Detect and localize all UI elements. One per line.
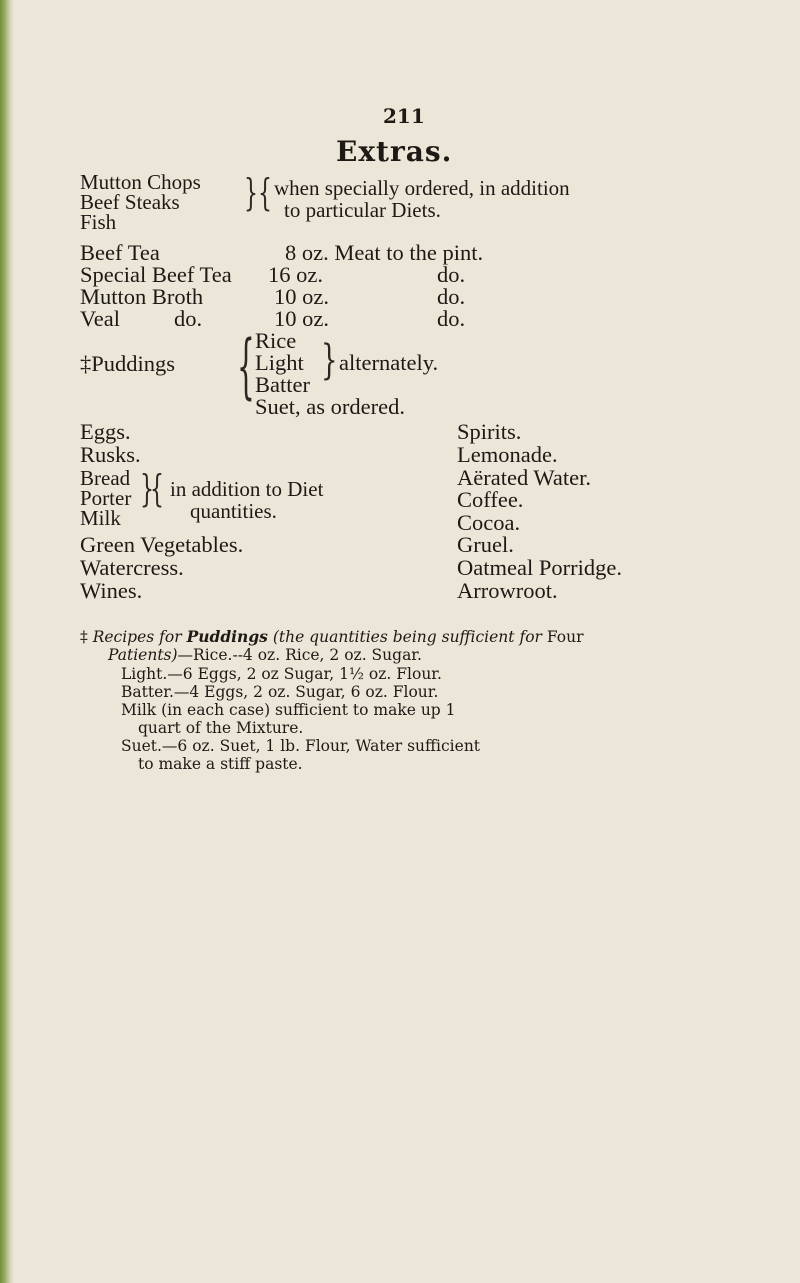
footnote-milk-2: quart of the Mixture.: [138, 719, 304, 737]
extras-item: Fish: [80, 210, 117, 234]
extras-item: Beef Steaks: [80, 190, 180, 214]
beef-tea-name: Beef Tea: [80, 240, 160, 265]
left-item-porter: Porter: [80, 486, 132, 510]
footnote-light: Light.—6 Eggs, 2 oz Sugar, 1½ oz. Flour.: [121, 665, 442, 683]
left-item-green-vegetables: Green Vegetables.: [80, 532, 244, 557]
veal-name: Veal: [80, 306, 120, 331]
left-item-rusks: Rusks.: [80, 442, 141, 467]
veal-ditto-2: do.: [437, 306, 466, 331]
mutton-broth-ditto: do.: [437, 284, 466, 309]
page-title: Extras.: [336, 135, 453, 168]
footnote-milk-1: Milk (in each case) sufficient to make up 1: [121, 701, 456, 719]
footnote-line-2: [108, 646, 422, 664]
footnote-quantities: (the quantities being sufficient for: [272, 628, 542, 646]
left-item-watercress: Watercress.: [80, 555, 184, 580]
pudding-light: Light: [255, 350, 304, 375]
footnote-batter: Batter.—4 Eggs, 2 oz. Sugar, 6 oz. Flour.: [121, 683, 439, 701]
brace-left: {: [237, 325, 255, 408]
footnote-patients: Patients): [108, 646, 178, 664]
brace-left: {: [150, 469, 164, 512]
footnote-four: Four: [546, 628, 584, 646]
footnote-suet-1: Suet.—6 oz. Suet, 1 lb. Flour, Water sufficient: [121, 737, 481, 755]
brace-right: }: [140, 469, 154, 512]
extras-note-line1: when specially ordered, in addition: [274, 176, 570, 200]
extras-note-line2: to particular Diets.: [284, 198, 441, 222]
special-beef-tea-quantity: 16 oz.: [268, 262, 323, 287]
left-item-wines: Wines.: [80, 578, 143, 603]
page-binding-edge: [0, 0, 14, 1283]
right-item: Oatmeal Porridge.: [457, 555, 622, 580]
pudding-batter: Batter: [255, 372, 310, 397]
right-item: Arrowroot.: [457, 578, 558, 603]
right-item: Cocoa.: [457, 510, 521, 535]
right-item: Coffee.: [457, 487, 524, 512]
footnote-line-1: [80, 628, 584, 646]
left-item-bread: Bread: [80, 466, 131, 490]
beef-tea-quantity: 8 oz. Meat to the pint.: [285, 240, 484, 265]
veal-ditto-1: do.: [174, 306, 203, 331]
brace-right: }: [244, 173, 258, 216]
mutton-broth-quantity: 10 oz.: [274, 284, 329, 309]
pudding-suet: Suet, as ordered.: [255, 394, 405, 419]
footnote-rice-recipe: —Rice.--4 oz. Rice, 2 oz. Sugar.: [177, 646, 422, 664]
left-item-milk: Milk: [80, 506, 121, 530]
right-item: Spirits.: [457, 419, 522, 444]
right-item: Lemonade.: [457, 442, 558, 467]
footnote-mark: ‡: [80, 628, 88, 646]
pudding-rice: Rice: [255, 328, 297, 353]
brace-right: }: [321, 337, 338, 385]
bread-note-line2: quantities.: [190, 499, 277, 523]
bread-note-line1: in addition to Diet: [170, 477, 324, 501]
page-number: 211: [383, 104, 425, 128]
special-beef-tea-name: Special Beef Tea: [80, 262, 232, 287]
footnote-suet-2: to make a stiff paste.: [138, 755, 303, 773]
footnote-puddings: Puddings: [186, 627, 268, 646]
right-item: Gruel.: [457, 532, 514, 557]
veal-quantity: 10 oz.: [274, 306, 329, 331]
left-item-eggs: Eggs.: [80, 419, 131, 444]
footnote-recipes-for: Recipes for: [92, 628, 182, 646]
pudding-alternately: alternately.: [339, 350, 439, 375]
mutton-broth-name: Mutton Broth: [80, 284, 204, 309]
special-beef-tea-ditto: do.: [437, 262, 466, 287]
puddings-label: ‡Puddings: [80, 351, 176, 376]
brace-left: {: [258, 173, 272, 216]
extras-item: Mutton Chops: [80, 170, 201, 194]
right-item: Aërated Water.: [457, 465, 591, 490]
